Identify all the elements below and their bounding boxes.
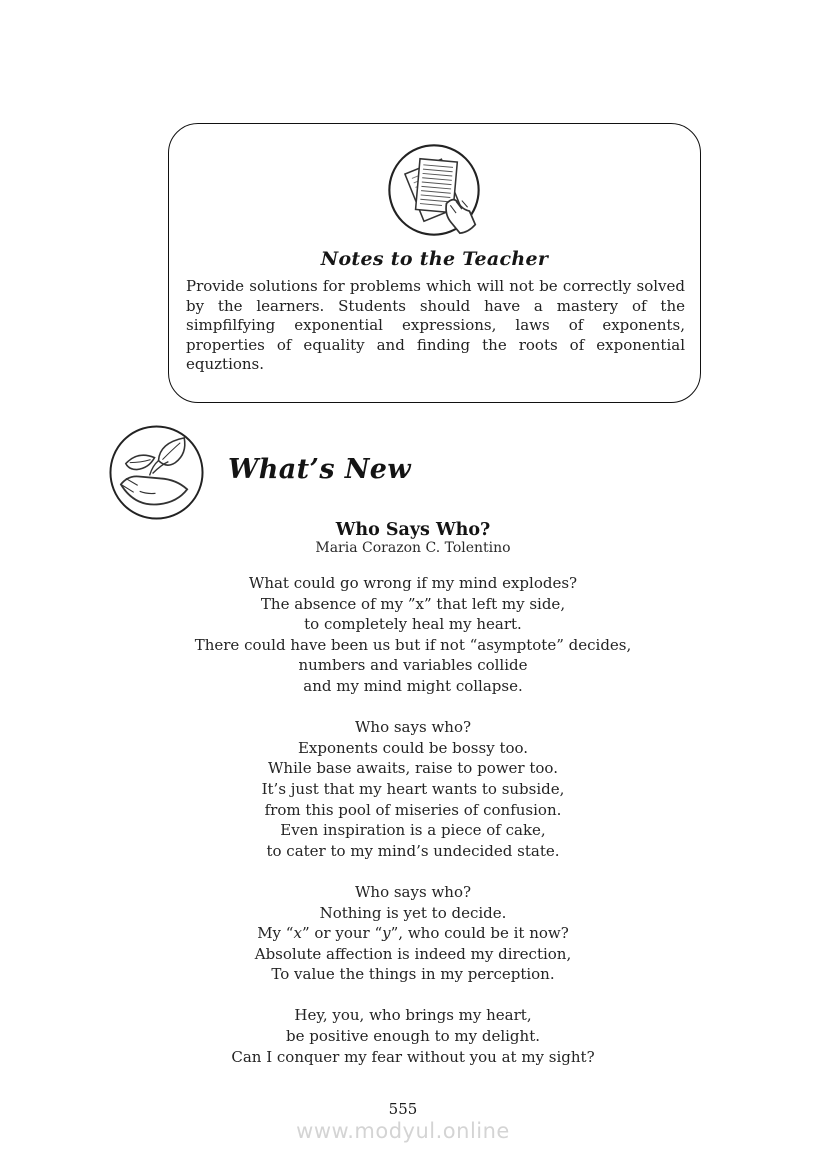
poem-stanza [0, 573, 826, 697]
notes-box-title: Notes to the Teacher [320, 248, 549, 270]
poem [0, 520, 826, 1067]
notes-to-teacher-box [168, 123, 701, 403]
poem-line: To value the things in my perception. [271, 965, 555, 984]
poem-line: Who says who? [354, 718, 472, 737]
poem-line-text: ”, who could be it now? [390, 924, 569, 943]
poem-line: Nothing is yet to decide. [319, 903, 507, 922]
hand-holding-sprout-icon [107, 423, 206, 522]
poem-line: Absolute affection is indeed my direction, [254, 944, 572, 963]
poem-line: What could go wrong if my mind explodes? [248, 574, 578, 592]
papers-in-hand-icon [386, 142, 482, 238]
poem-line: from this pool of miseries of confusion. [264, 800, 562, 819]
poem-line: The absence of my ”x” that left my side, [260, 594, 566, 613]
page-number: 555 [388, 1100, 418, 1118]
poem-line-variables [0, 923, 826, 944]
variable-x: x [293, 924, 302, 943]
whats-new-heading: What’s New [228, 454, 412, 485]
poem-title: Who Says Who? [335, 520, 491, 540]
poem-line: to completely heal my heart. [304, 615, 522, 634]
poem-line: numbers and variables collide [298, 656, 528, 675]
poem-line: Hey, you, who brings my heart, [294, 1006, 532, 1025]
poem-line-text: ” or your “ [301, 924, 383, 943]
poem-line: Exponents could be bossy too. [297, 738, 529, 757]
poem-line: There could have been us but if not “asymptote” decides, [194, 635, 632, 654]
poem-stanza [0, 1005, 826, 1067]
poem-line: It’s just that my heart wants to subside, [261, 779, 565, 798]
poem-line: While base awaits, raise to power too. [268, 759, 558, 778]
poem-stanza [0, 882, 826, 985]
poem-line: to cater to my mind’s undecided state. [266, 841, 560, 860]
poem-line-text: My “ [257, 924, 294, 943]
poem-line: Can I conquer my fear without you at my sight? [231, 1047, 595, 1066]
variable-y: y [382, 924, 391, 943]
poem-line: Who says who? [354, 882, 472, 901]
watermark: www.modyul.online [296, 1119, 510, 1143]
poem-line: Even inspiration is a piece of cake, [280, 821, 546, 840]
poem-line: and my mind might collapse. [303, 676, 523, 695]
notes-box-body: Provide solutions for problems which will not be correctly solved by the learners. Students should have a mastery of the simpfilfying exponential expressions, laws of exponents, properties of equality and finding the roots of exponential equztions. [186, 277, 685, 374]
poem-stanza [0, 717, 826, 861]
poem-line: be positive enough to my delight. [285, 1027, 540, 1046]
poem-author: Maria Corazon C. Tolentino [315, 540, 511, 556]
